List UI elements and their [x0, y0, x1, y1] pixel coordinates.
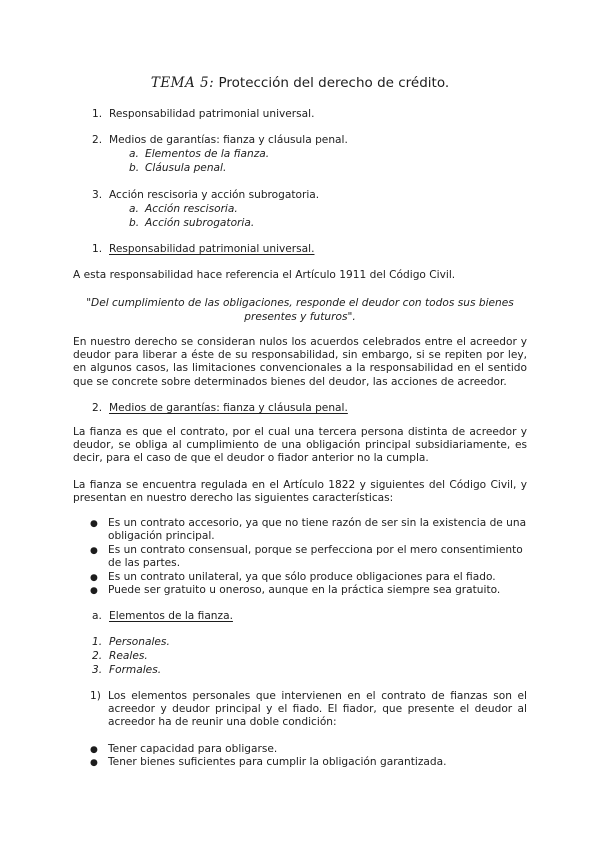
- toc-num-3a: a.: [129, 203, 139, 215]
- paragraph-3: La fianza es que el contrato, por el cual una tercera persona distinta de acreedor y deudor, se obliga al cumplimiento de una obligación principal subsidiariamente, es decir, para el caso de que el deudor o fiador anterior no la cumpla.: [73, 426, 527, 465]
- toc-item-2a: Elementos de la fianza.: [145, 148, 270, 160]
- element-2: Reales.: [109, 650, 148, 662]
- element-3: Formales.: [109, 664, 162, 676]
- list-item: Es un contrato accesorio, ya que no tiene razón de ser sin la existencia de una obligación principal.: [108, 517, 527, 543]
- paragraph-5-num: 1): [90, 690, 101, 702]
- toc-num-3b: b.: [129, 217, 140, 229]
- paragraph-1: A esta responsabilidad hace referencia el Artículo 1911 del Código Civil.: [73, 269, 456, 281]
- paragraph-5: Los elementos personales que intervienen en el contrato de fianzas son el acreedor y deudor principal y el fiado. El fiador, que presente el deudor al acreedor ha de reunir una doble condición:: [108, 690, 527, 729]
- bullet-icon: ●: [90, 586, 98, 596]
- toc-num-2a: a.: [129, 148, 139, 160]
- quote: [73, 296, 527, 324]
- section1-num: 1.: [92, 243, 103, 255]
- element-1: Personales.: [109, 636, 170, 648]
- list-item: Es un contrato consensual, porque se perfecciona por el mero consentimiento de las partes.: [108, 544, 523, 570]
- toc-item-2: Medios de garantías: fianza y cláusula penal.: [109, 134, 348, 146]
- element-num-3: 3.: [92, 664, 103, 676]
- list-item: Puede ser gratuito u oneroso, aunque en la práctica siempre sea gratuito.: [108, 584, 501, 596]
- quote-line-2: presentes y futuros".: [244, 311, 356, 323]
- bullet-icon: ●: [90, 546, 98, 556]
- list-item: Es un contrato unilateral, ya que sólo produce obligaciones para el fiado.: [108, 571, 496, 583]
- toc-item-3a: Acción rescisoria.: [145, 203, 238, 215]
- toc-num-1: 1.: [92, 108, 103, 120]
- subsection-a-heading: Elementos de la fianza.: [109, 610, 233, 622]
- bullet-icon: ●: [90, 745, 98, 755]
- title-prefix: TEMA 5:: [150, 75, 215, 91]
- section2-heading: Medios de garantías: fianza y cláusula penal.: [109, 402, 348, 414]
- quote-line-1: "Del cumplimiento de las obligaciones, responde el deudor con todos sus bienes: [86, 297, 514, 309]
- paragraph-4: La fianza se encuentra regulada en el Artículo 1822 y siguientes del Código Civil, y presentan en nuestro derecho las siguientes características:: [73, 479, 527, 505]
- toc-num-2: 2.: [92, 134, 103, 146]
- element-num-1: 1.: [92, 636, 103, 648]
- bullet-icon: ●: [90, 758, 98, 768]
- paragraph-2: En nuestro derecho se consideran nulos los acuerdos celebrados entre el acreedor y deudor para liberar a éste de su responsabilidad, sin embargo, si se repiten por ley, en algunos casos, las limitaciones convencionales a la responsabilidad en el sentido que se concrete sobre determinados bienes del deudor, las acciones de acreedor.: [73, 336, 527, 388]
- toc-item-1: Responsabilidad patrimonial universal.: [109, 108, 315, 120]
- bullet-icon: ●: [90, 573, 98, 583]
- subsection-a-num: a.: [92, 610, 102, 622]
- section1-heading: Responsabilidad patrimonial universal.: [109, 243, 315, 255]
- toc-item-3: Acción rescisoria y acción subrogatoria.: [109, 189, 320, 201]
- element-num-2: 2.: [92, 650, 103, 662]
- list-item: Tener bienes suficientes para cumplir la obligación garantizada.: [108, 756, 447, 768]
- page-title: [0, 75, 600, 91]
- toc-item-3b: Acción subrogatoria.: [145, 217, 255, 229]
- toc-num-2b: b.: [129, 162, 140, 174]
- bullet-icon: ●: [90, 519, 98, 529]
- list-item: Tener capacidad para obligarse.: [108, 743, 278, 755]
- section2-num: 2.: [92, 402, 103, 414]
- title-text: Protección del derecho de crédito.: [218, 75, 450, 91]
- toc-item-2b: Cláusula penal.: [145, 162, 227, 174]
- toc-num-3: 3.: [92, 189, 103, 201]
